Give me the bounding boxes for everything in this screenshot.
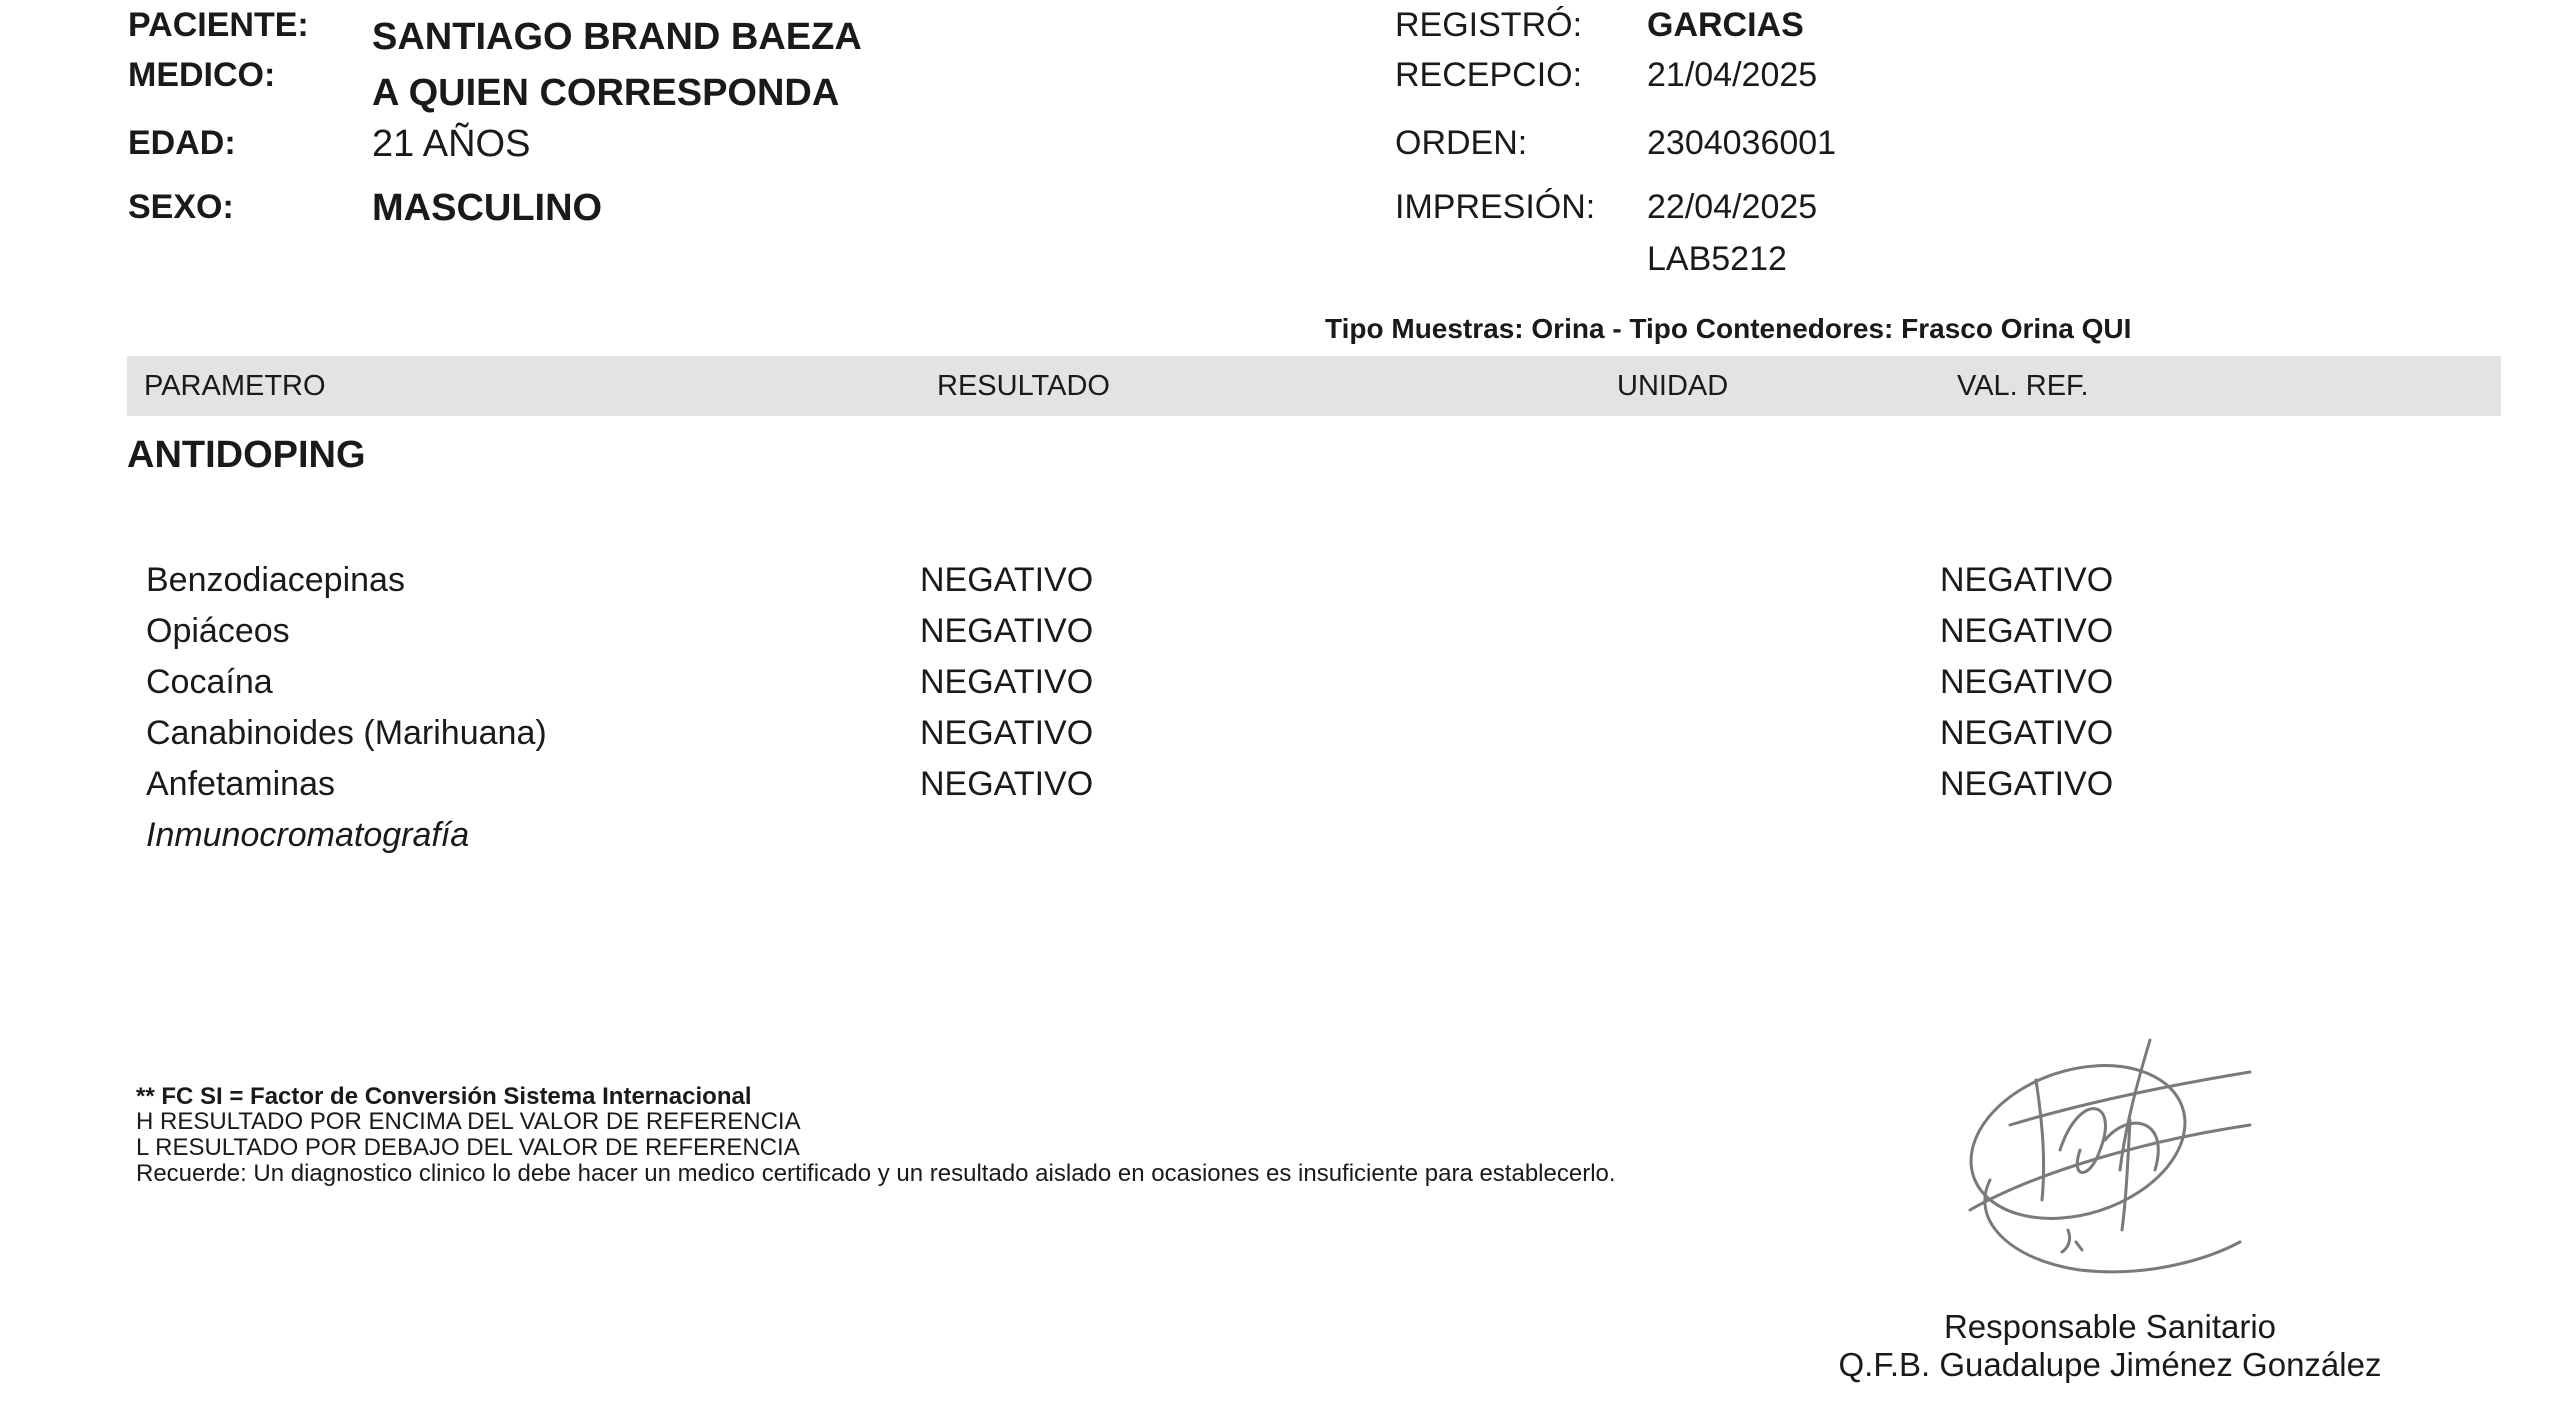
value-edad: 21 AÑOS bbox=[372, 123, 531, 165]
label-sexo: SEXO: bbox=[128, 188, 234, 226]
label-paciente: PACIENTE: bbox=[128, 6, 309, 44]
row-resultado: NEGATIVO bbox=[920, 663, 1094, 701]
row-resultado: NEGATIVO bbox=[920, 561, 1094, 599]
sample-info: Tipo Muestras: Orina - Tipo Contenedores: Frasco Orina QUI bbox=[1325, 313, 2132, 344]
header-parametro: PARAMETRO bbox=[144, 370, 326, 402]
table-header bbox=[127, 356, 2501, 416]
header-unidad: UNIDAD bbox=[1617, 370, 1729, 402]
signature-title: Responsable Sanitario bbox=[1943, 1308, 2277, 1345]
row-parametro: Anfetaminas bbox=[146, 765, 335, 803]
value-medico: A QUIEN CORRESPONDA bbox=[372, 72, 840, 114]
row-val-ref: NEGATIVO bbox=[1940, 714, 2114, 752]
row-parametro: Opiáceos bbox=[146, 612, 290, 650]
value-orden: 2304036001 bbox=[1647, 124, 1837, 162]
header-resultado: RESULTADO bbox=[937, 370, 1110, 402]
value-lab: LAB5212 bbox=[1647, 240, 1787, 278]
label-recepcio: RECEPCIO: bbox=[1395, 56, 1583, 94]
signature-image bbox=[1950, 1030, 2280, 1290]
value-sexo: MASCULINO bbox=[372, 187, 603, 229]
value-recepcio: 21/04/2025 bbox=[1647, 56, 1818, 94]
l-note: L RESULTADO POR DEBAJO DEL VALOR DE REFERENCIA bbox=[136, 1134, 800, 1161]
value-impresion: 22/04/2025 bbox=[1647, 188, 1818, 226]
section-title: ANTIDOPING bbox=[127, 434, 366, 476]
label-orden: ORDEN: bbox=[1395, 124, 1528, 162]
signature-name: Q.F.B. Guadalupe Jiménez González bbox=[1838, 1346, 2382, 1383]
reminder-note: Recuerde: Un diagnostico clinico lo debe hacer un medico certificado y un resultado aislado en ocasiones es insuficiente para establecerlo. bbox=[136, 1160, 1616, 1187]
row-parametro: Cocaína bbox=[146, 663, 273, 701]
row-val-ref: NEGATIVO bbox=[1940, 561, 2114, 599]
row-parametro: Canabinoides (Marihuana) bbox=[146, 714, 547, 752]
label-impresion: IMPRESIÓN: bbox=[1395, 188, 1596, 226]
method-note: Inmunocromatografía bbox=[146, 816, 470, 854]
row-parametro: Benzodiacepinas bbox=[146, 561, 405, 599]
header-val-ref: VAL. REF. bbox=[1957, 370, 2089, 402]
h-note: H RESULTADO POR ENCIMA DEL VALOR DE REFERENCIA bbox=[136, 1108, 801, 1135]
label-edad: EDAD: bbox=[128, 124, 236, 162]
label-registro: REGISTRÓ: bbox=[1395, 6, 1583, 44]
row-resultado: NEGATIVO bbox=[920, 765, 1094, 803]
row-resultado: NEGATIVO bbox=[920, 612, 1094, 650]
value-registro: GARCIAS bbox=[1647, 6, 1804, 44]
fc-note: ** FC SI = Factor de Conversión Sistema Internacional bbox=[136, 1083, 752, 1110]
row-val-ref: NEGATIVO bbox=[1940, 663, 2114, 701]
row-resultado: NEGATIVO bbox=[920, 714, 1094, 752]
row-val-ref: NEGATIVO bbox=[1940, 765, 2114, 803]
row-val-ref: NEGATIVO bbox=[1940, 612, 2114, 650]
label-medico: MEDICO: bbox=[128, 56, 276, 94]
value-paciente: SANTIAGO BRAND BAEZA bbox=[372, 16, 862, 58]
